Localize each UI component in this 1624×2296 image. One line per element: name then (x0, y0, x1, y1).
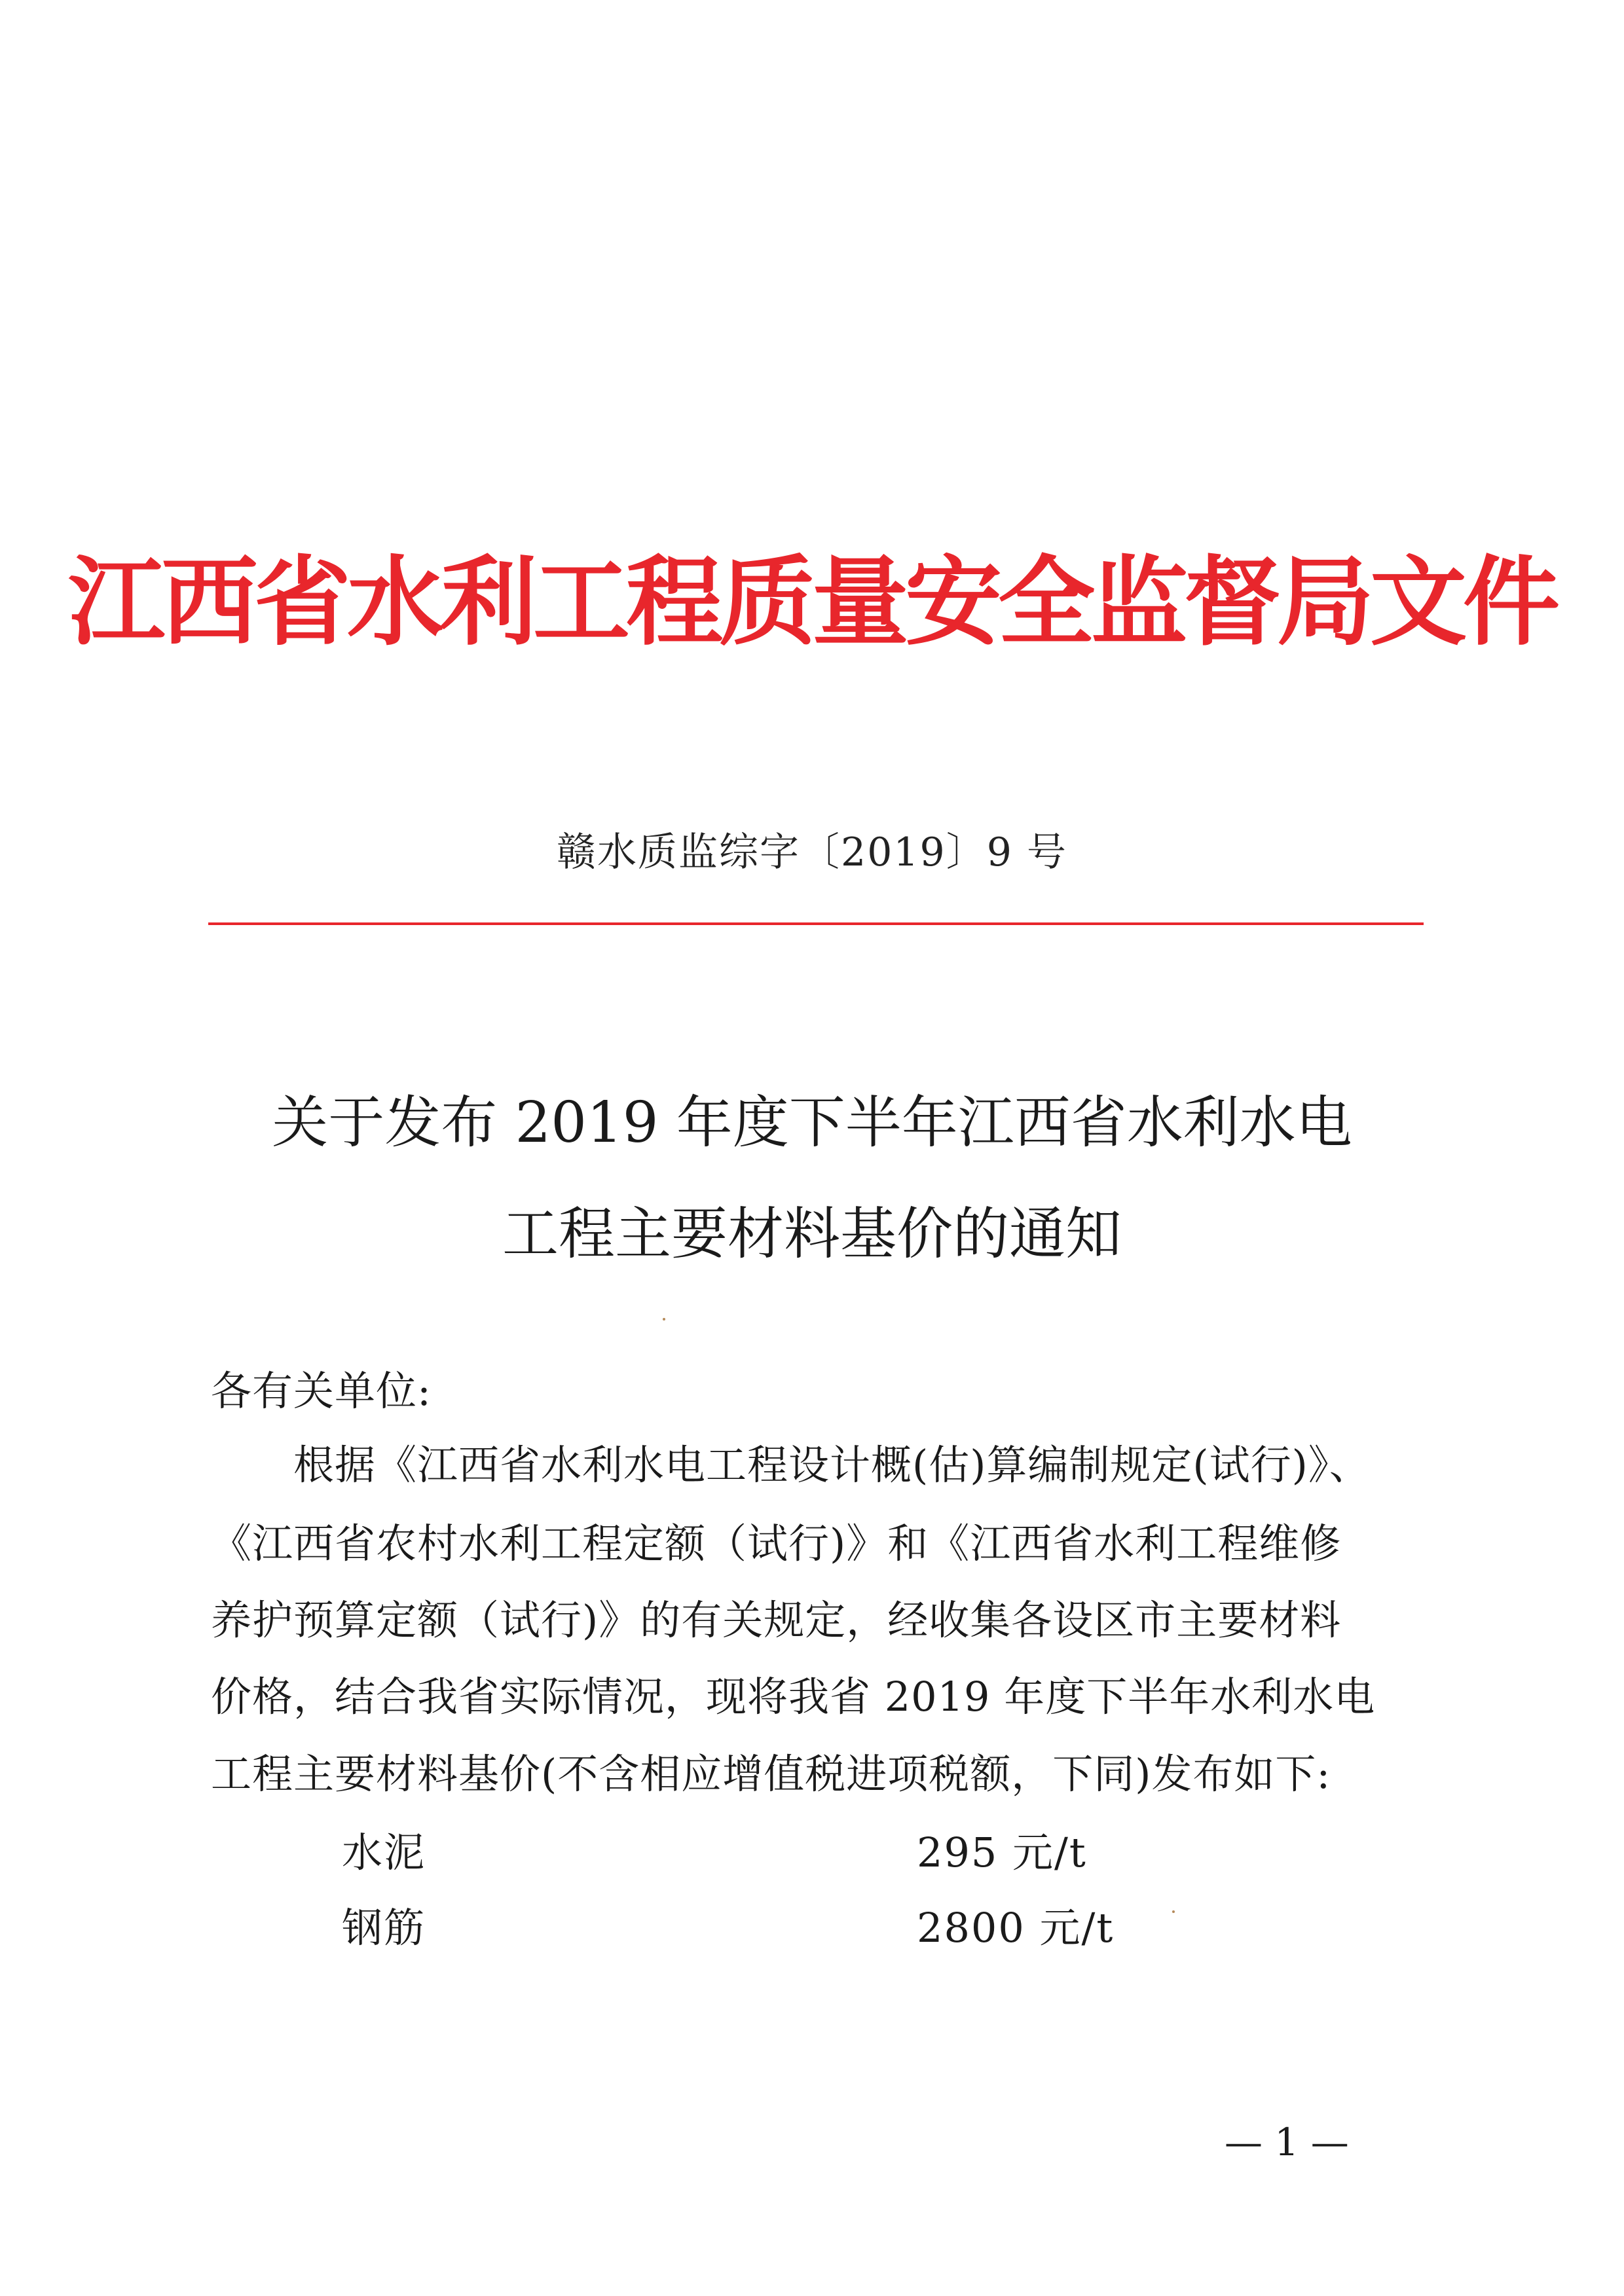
page-number: — 1 — (1225, 2120, 1349, 2164)
material-price-rebar: 2800 元/t (917, 1904, 1115, 1952)
paragraph-line: 《江西省农村水利工程定额（试行)》和《江西省水利工程维修 (211, 1520, 1342, 1567)
paragraph-line: 养护预算定额（试行)》的有关规定，经收集各设区市主要材料 (211, 1596, 1342, 1644)
paragraph-line: 根据《江西省水利水电工程设计概(估)算编制规定(试行)》、 (211, 1441, 1371, 1489)
red-divider-line (208, 922, 1424, 925)
material-name-cement: 水泥 (342, 1829, 426, 1876)
material-name-rebar: 钢筋 (342, 1904, 426, 1952)
notice-title-line-1: 关于发布 2019 年度下半年江西省水利水电 (272, 1090, 1352, 1156)
scan-speck (663, 1318, 665, 1321)
salutation: 各有关单位: (211, 1367, 432, 1415)
scan-speck (1172, 1910, 1175, 1913)
paragraph-line: 工程主要材料基价(不含相应增值税进项税额，下同)发布如下: (211, 1750, 1331, 1798)
notice-title-line-2: 工程主要材料基价的通知 (502, 1201, 1122, 1267)
issuer-title: 江西省水利工程质量安全监督局文件 (68, 546, 1556, 659)
material-price-cement: 295 元/t (917, 1829, 1087, 1876)
paragraph-line: 价格，结合我省实际情况，现将我省 2019 年度下半年水利水电 (211, 1673, 1376, 1721)
document-number: 赣水质监综字〔2019〕9 号 (557, 829, 1067, 875)
